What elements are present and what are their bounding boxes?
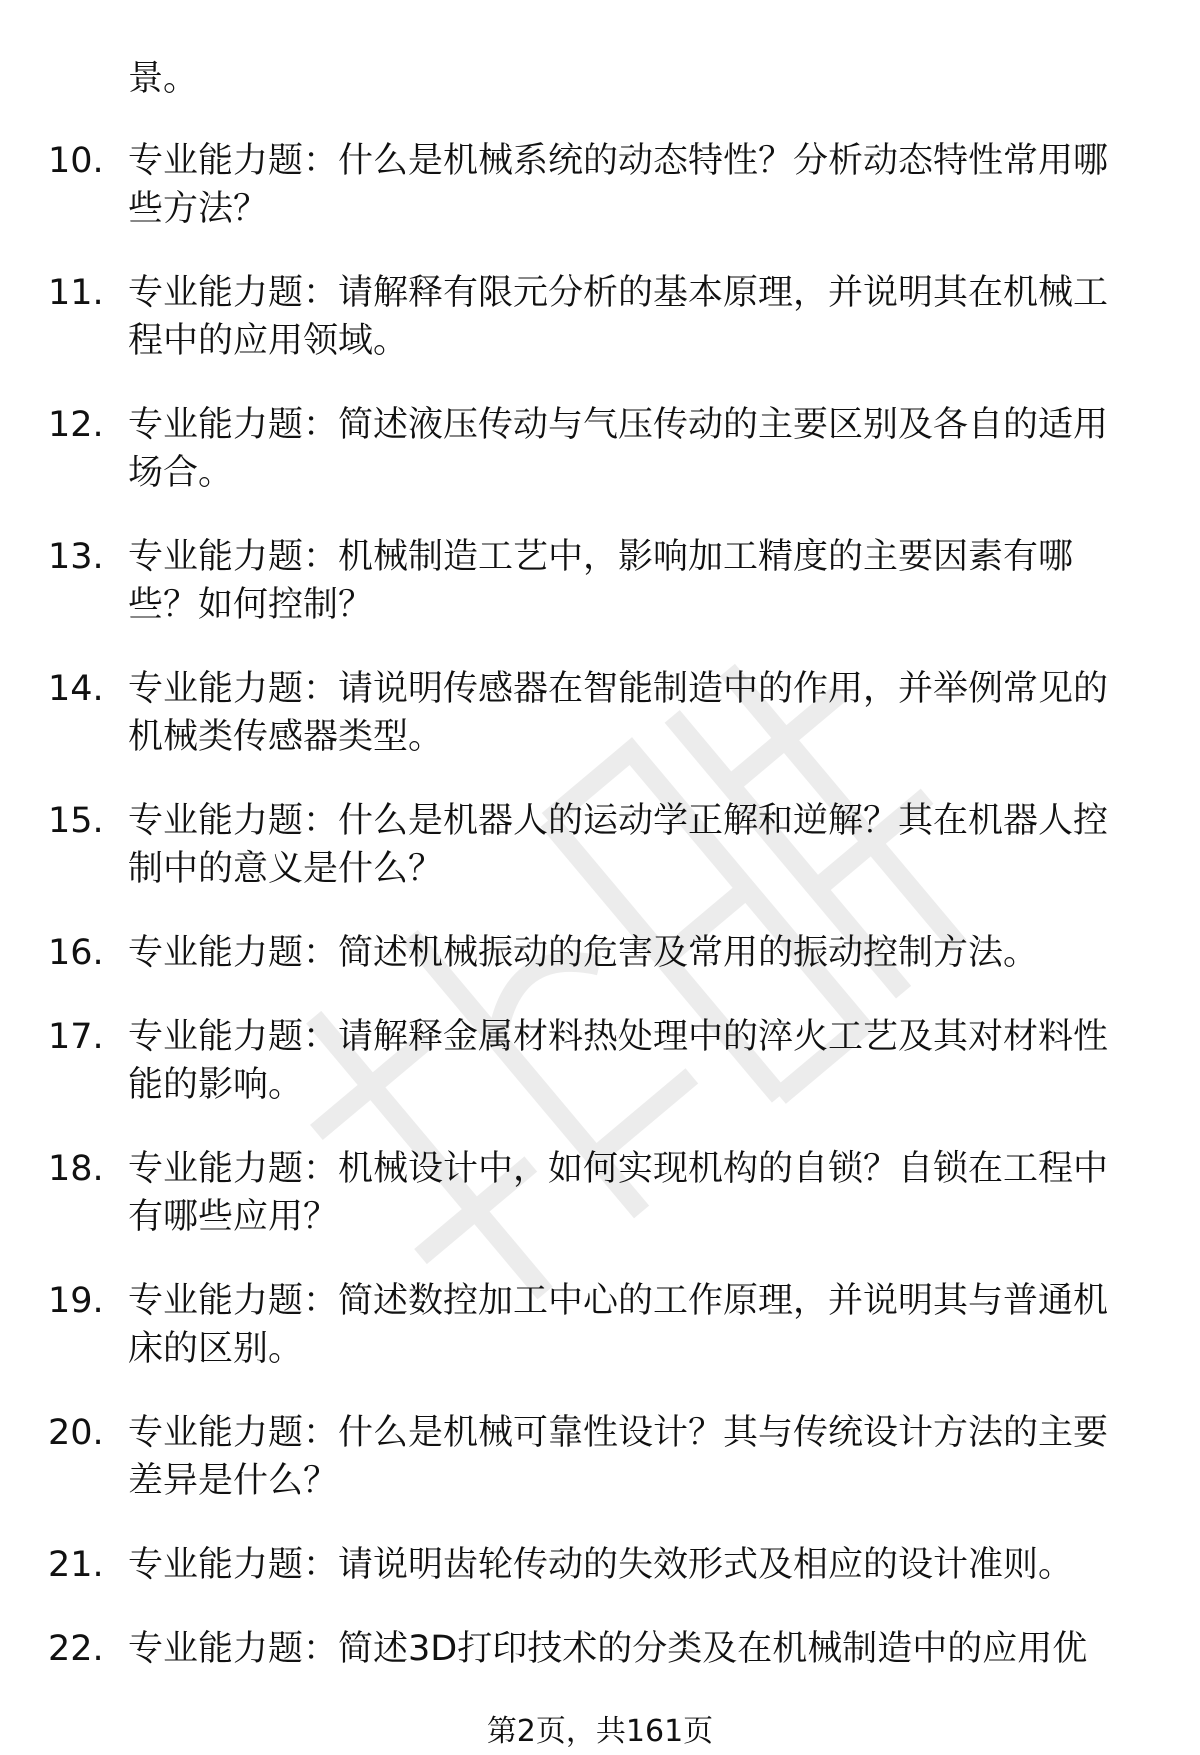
question-text: [128, 665, 1138, 761]
question-text-line: 专业能力题：什么是机器人的运动学正解和逆解？其在机器人控: [128, 801, 1109, 841]
question-text-line: 专业能力题：简述机械振动的危害及常用的振动控制方法。: [128, 933, 1039, 973]
question-item: [0, 1625, 1200, 1673]
question-number: 15.: [48, 801, 104, 841]
question-item: [0, 1013, 1200, 1109]
question-text: [128, 1277, 1138, 1373]
question-text-line: 能的影响。: [128, 1065, 304, 1105]
question-item: [0, 401, 1200, 497]
question-text: [128, 797, 1138, 893]
question-text: [128, 533, 1138, 629]
question-text-line: 有哪些应用？: [128, 1197, 339, 1237]
question-item: [0, 797, 1200, 893]
question-item: [0, 1541, 1200, 1589]
question-text-line: 场合。: [128, 453, 234, 493]
question-text-line: 专业能力题：请说明齿轮传动的失效形式及相应的设计准则。: [128, 1545, 1074, 1585]
page-footer: 第2页，共161页: [486, 1714, 714, 1749]
question-number: 22.: [48, 1629, 104, 1669]
question-text-line: 制中的意义是什么？: [128, 849, 444, 889]
question-number: 16.: [48, 933, 104, 973]
question-text-line: 专业能力题：机械制造工艺中，影响加工精度的主要因素有哪: [128, 537, 1074, 577]
question-number: 12.: [48, 405, 104, 445]
question-text-line: 专业能力题：机械设计中，如何实现机构的自锁？自锁在工程中: [128, 1149, 1109, 1189]
question-text-line: 程中的应用领域。: [128, 321, 409, 361]
question-text-line: 床的区别。: [128, 1329, 304, 1369]
question-text-line: 机械类传感器类型。: [128, 717, 444, 757]
question-text: [128, 1013, 1138, 1109]
question-text-line: 专业能力题：请解释有限元分析的基本原理，并说明其在机械工: [128, 273, 1109, 313]
question-list: [0, 137, 1200, 1709]
question-text-line: 些方法？: [128, 189, 269, 229]
question-item: [0, 137, 1200, 233]
question-number: 17.: [48, 1017, 104, 1057]
question-item: [0, 929, 1200, 977]
question-text-line: 专业能力题：什么是机械可靠性设计？其与传统设计方法的主要: [128, 1413, 1109, 1453]
question-number: 11.: [48, 273, 104, 313]
question-text: [128, 137, 1138, 233]
question-number: 19.: [48, 1281, 104, 1321]
question-text-line: 专业能力题：什么是机械系统的动态特性？分析动态特性常用哪: [128, 141, 1109, 181]
question-text: [128, 1541, 1138, 1589]
question-text: [128, 401, 1138, 497]
question-text: [128, 929, 1138, 977]
question-number: 21.: [48, 1545, 104, 1585]
question-number: 14.: [48, 669, 104, 709]
question-text-line: 专业能力题：简述数控加工中心的工作原理，并说明其与普通机: [128, 1281, 1109, 1321]
question-item: [0, 1409, 1200, 1505]
question-text-line: 专业能力题：简述3D打印技术的分类及在机械制造中的应用优: [128, 1629, 1088, 1669]
question-text-line: 专业能力题：请解释金属材料热处理中的淬火工艺及其对材料性: [128, 1017, 1109, 1057]
question-number: 18.: [48, 1149, 104, 1189]
question-text: [128, 1625, 1138, 1673]
continuation-text: 景。: [128, 59, 199, 99]
question-text-line: 专业能力题：请说明传感器在智能制造中的作用，并举例常见的: [128, 669, 1109, 709]
question-text-line: 差异是什么？: [128, 1461, 339, 1501]
question-text: [128, 1145, 1138, 1241]
question-item: [0, 269, 1200, 365]
question-text: [128, 269, 1138, 365]
question-number: 20.: [48, 1413, 104, 1453]
question-number: 10.: [48, 141, 104, 181]
question-number: 13.: [48, 537, 104, 577]
question-item: [0, 533, 1200, 629]
question-item: [0, 665, 1200, 761]
question-text: [128, 1409, 1138, 1505]
question-item: [0, 1145, 1200, 1241]
question-item: [0, 1277, 1200, 1373]
question-text-line: 专业能力题：简述液压传动与气压传动的主要区别及各自的适用: [128, 405, 1109, 445]
question-text-line: 些？如何控制？: [128, 585, 374, 625]
